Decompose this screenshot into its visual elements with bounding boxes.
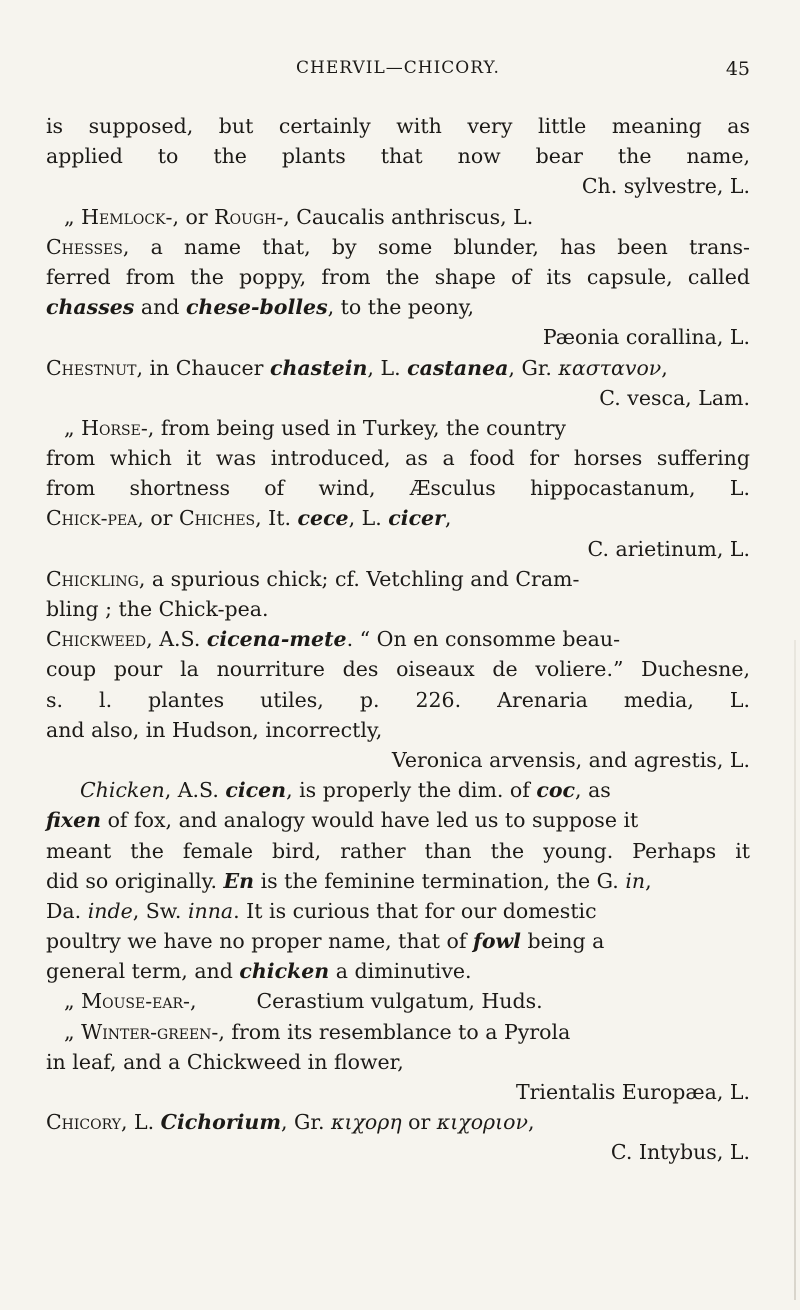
text-run: meant the female bird, rather than the young. Perhaps it [46, 838, 750, 863]
text-run: C. Intybus, L. [610, 1140, 750, 1165]
text-line [46, 503, 750, 533]
text-line [46, 1017, 750, 1047]
text-run: s. l. plantes utiles, p. 226. [46, 687, 462, 712]
italic-term: En [223, 868, 255, 893]
text-run: , Gr. [508, 355, 559, 380]
text-line [46, 171, 750, 201]
text-run: Da. [46, 898, 88, 923]
text-run: coup pour la nourriture des oiseaux de voliere.” Duchesne, [46, 657, 750, 682]
text-run: a diminutive. [329, 959, 472, 984]
text-run: applied to the plants that now bear the name, [46, 144, 750, 169]
text-run: „ [64, 204, 82, 229]
text-run: , a name that, by some blunder, has been trans- [122, 234, 750, 259]
text-line [46, 654, 750, 684]
italic-term: chicken [239, 959, 330, 984]
text-run: , a spurious chick; cf. Vetchling and Cram- [138, 566, 580, 591]
text-run: , to the peony, [327, 295, 475, 320]
text-run: is supposed, but certainly with very little meaning as [46, 114, 750, 138]
text-run: poultry we have no proper name, that of [46, 929, 473, 954]
text-line [46, 896, 750, 926]
text-line [46, 202, 750, 232]
italic-term: cicen [225, 778, 287, 803]
italic-term: cicena-mete [206, 627, 347, 652]
headword: Chiches [178, 506, 256, 531]
italic-term: cece [297, 506, 349, 531]
text-run: , [527, 1110, 535, 1135]
text-run: . “ On en consomme beau- [346, 627, 621, 652]
text-line [46, 1137, 750, 1167]
greek-term: κιχoριoν [436, 1110, 528, 1135]
text-line [46, 534, 750, 564]
headword: Horse- [81, 415, 148, 440]
text-line [46, 926, 750, 956]
text-run: , A.S. [164, 778, 226, 803]
text-run: , is properly the dim. of [286, 778, 537, 803]
text-line [46, 745, 750, 775]
text-line [46, 322, 750, 352]
text-run: C. arietinum, L. [587, 536, 750, 561]
text-run: „ [64, 415, 82, 440]
text-line [46, 685, 750, 715]
text-run: „ [64, 989, 82, 1014]
headword: Chicory [46, 1110, 121, 1135]
text-run: , Caucalis anthriscus, L. [283, 204, 534, 229]
text-run: or [401, 1110, 437, 1135]
text-line [46, 836, 750, 866]
text-run: Æsculus hippocastanum, L. [409, 476, 750, 501]
text-run: , or [137, 506, 179, 531]
text-run: Cerastium vulgatum, Huds. [256, 989, 543, 1014]
italic-term: chastein [270, 355, 368, 380]
text-run: Ch. sylvestre, L. [581, 174, 750, 199]
text-line [46, 443, 750, 473]
text-run: C. vesca, Lam. [599, 385, 750, 410]
running-title: CHERVIL—CHICORY. [296, 58, 500, 78]
headword: Chesses [46, 234, 123, 259]
text-run: did so originally. [46, 868, 224, 893]
text-line [46, 1077, 750, 1107]
text-run: , in Chaucer [136, 355, 270, 380]
text-run: , A.S. [146, 627, 207, 652]
text-run: being a [520, 929, 605, 954]
text-line [46, 292, 750, 322]
text-line [46, 564, 750, 594]
text-run: , or [172, 204, 215, 229]
italic-term: in [625, 868, 646, 893]
greek-term: κιχoρη [331, 1110, 402, 1135]
greek-term: κασταvoν [558, 355, 662, 380]
text-line [46, 413, 750, 443]
text-run: Arenaria media, L. [497, 687, 750, 712]
text-line [46, 111, 750, 141]
text-run: and [134, 295, 186, 320]
text-run: ferred from the poppy, from the shape of its capsule, called [46, 264, 750, 289]
text-run: „ [64, 1019, 82, 1044]
headword: Rough- [214, 204, 284, 229]
text-line [46, 141, 750, 171]
text-line [46, 715, 750, 745]
headword: Chestnut [46, 355, 137, 380]
text-line [46, 624, 750, 654]
page-header [46, 58, 750, 88]
text-line [46, 1047, 750, 1077]
italic-term: inde [87, 898, 133, 923]
text-line [46, 232, 750, 262]
text-run: is the feminine termination, the G. [254, 868, 626, 893]
text-run: , Gr. [281, 1110, 332, 1135]
text-line [46, 473, 750, 503]
text-run: , [661, 355, 668, 380]
text-line [46, 1107, 750, 1137]
headword: Chickling [46, 566, 139, 591]
italic-term: inna [187, 898, 234, 923]
text-line [46, 956, 750, 986]
italic-term: chasses [46, 295, 135, 320]
italic-term: fixen [46, 808, 102, 833]
headword: Winter-green- [81, 1019, 219, 1044]
text-run: Veronica arvensis, and agrestis, L. [391, 747, 750, 772]
text-line [46, 805, 750, 835]
text-run: . It is curious that for our domestic [233, 898, 597, 923]
page-edge-shadow [794, 640, 796, 1300]
text-line [46, 353, 750, 383]
italic-term: fowl [473, 929, 521, 954]
body-text [46, 111, 750, 1168]
text-run: , from being used in Turkey, the country [147, 415, 566, 440]
text-line [46, 866, 750, 896]
text-run: Pæonia corallina, L. [542, 325, 750, 350]
text-run: Trientalis Europæa, L. [515, 1080, 750, 1104]
text-line [46, 986, 750, 1016]
text-run: in leaf, and a Chickweed in flower, [46, 1049, 404, 1074]
text-run: , It. [255, 506, 298, 531]
italic-term: coc [536, 778, 576, 803]
text-run: of fox, and analogy would have led us to suppose it [101, 808, 639, 833]
text-run: , Sw. [132, 898, 188, 923]
italic-term: cicer [388, 506, 445, 531]
text-line [46, 383, 750, 413]
headword: Mouse-ear- [81, 989, 190, 1014]
text-run: and also, in Hudson, incorrectly, [46, 717, 383, 742]
text-run: , from its resemblance to a Pyrola [218, 1019, 571, 1044]
text-line [46, 262, 750, 292]
text-line [46, 594, 750, 624]
text-run: , L. [348, 506, 389, 531]
text-line [46, 775, 750, 805]
text-run: , [444, 506, 452, 531]
text-run: bling ; the Chick-pea. [46, 597, 269, 621]
headword: Chick-pea [46, 506, 138, 531]
page-number: 45 [725, 58, 750, 80]
text-run: general term, and [46, 959, 240, 984]
headword: Chickweed [46, 627, 147, 652]
italic-term: castanea [407, 355, 509, 380]
text-run: , L. [120, 1110, 161, 1135]
headword: Hemlock- [81, 204, 173, 229]
text-run: from which it was introduced, as a food for horses suffering [46, 446, 750, 471]
text-run: , [189, 989, 197, 1014]
headword-italic: Chicken [80, 778, 165, 803]
italic-term: chese-bolles [185, 295, 328, 320]
text-run: , L. [367, 355, 408, 380]
text-run: , [645, 868, 652, 893]
text-run: , as [575, 778, 611, 803]
italic-term: Cichorium [160, 1110, 282, 1135]
text-run: from shortness of wind, [46, 476, 376, 501]
